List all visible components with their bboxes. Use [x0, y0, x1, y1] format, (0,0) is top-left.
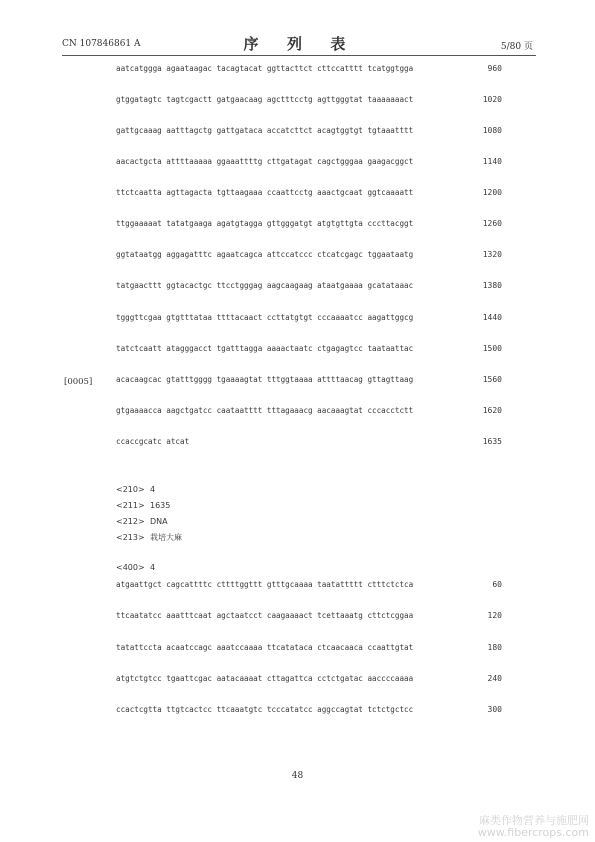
position-number: 1500 [482, 344, 502, 353]
position-number: 960 [487, 64, 502, 73]
page-indicator: 5/80 页 [500, 42, 533, 52]
paragraph-marker: [0005] [64, 377, 93, 387]
position-number: 1020 [482, 95, 502, 104]
sequence-line: ttctcaatta agttagacta tgttaagaaa ccaattcctg aaactgcaat ggtcaaaatt [116, 188, 414, 197]
meta-tag: <213> [116, 533, 145, 542]
meta-value: DNA [150, 517, 168, 526]
sequence-line: aatcatggga agaataagac tacagtacat ggttacttct cttccatttt tcatggtgga [116, 64, 414, 73]
page-number: 48 [291, 771, 304, 781]
position-number: 1080 [482, 126, 502, 135]
document-id: CN 107846861 A [62, 39, 141, 49]
sequence-line: aacactgcta attttaaaaa ggaaattttg cttgatagat cagctgggaa gaagacggct [116, 157, 414, 166]
position-number: 1560 [482, 375, 502, 384]
sequence-line: gtggatagtc tagtcgactt gatgaacaag agctttcctg agttgggtat taaaaaaact [116, 95, 414, 104]
sequence-line: acacaagcac gtatttgggg tgaaaagtat tttggtaaaa attttaacag gttagttaag [116, 375, 414, 384]
sequence-line: tatctcaatt atagggacct tgatttagga aaaactaatc ctgagagtcc taataattac [116, 344, 414, 353]
meta-value: 栽培大麻 [150, 533, 182, 542]
position-number: 1620 [482, 406, 502, 415]
sequence-line: atgtctgtcc tgaattcgac aatacaaaat cttagattca cctctgatac aaccccaaaa [116, 674, 414, 683]
sequence-line: ggtataatgg aggagatttc agaatcagca attccatccc ctcatcgagc tggaataatg [116, 250, 414, 259]
sequence-line: ccactcgtta ttgtcactcc ttcaaatgtc tcccatatcc aggccagtat tctctgctcc [116, 705, 414, 714]
sequence-line: tatgaacttt ggtacactgc ttcctgggag aagcaagaag ataatgaaaa gcatataaac [116, 281, 414, 290]
position-number: 60 [492, 580, 502, 589]
meta-tag: <212> [116, 517, 145, 526]
position-number: 240 [487, 674, 502, 683]
sequence-line: gattgcaaag aatttagctg gattgataca accatcttct acagtggtgt tgtaaatttt [116, 126, 414, 135]
position-number: 180 [487, 643, 502, 652]
position-number: 1440 [482, 313, 502, 322]
sequence-line: tgggttcgaa gtgtttataa ttttacaact ccttatgtgt cccaaaatcc aagattggcg [116, 313, 414, 322]
position-number: 1260 [482, 219, 502, 228]
header-divider [62, 55, 536, 56]
position-number: 1635 [482, 437, 502, 446]
sequence-line: gtgaaaacca aagctgatcc caataatttt tttagaaacg aacaaagtat cccacctctt [116, 406, 414, 415]
position-number: 300 [487, 705, 502, 714]
meta-tag: <211> [116, 501, 145, 510]
sequence-tag: <400> [116, 563, 145, 572]
meta-tag: <210> [116, 485, 145, 494]
watermark-url: www.fibercrops.com [477, 826, 589, 839]
page-title: 序 列 表 [243, 35, 352, 53]
position-number: 120 [487, 611, 502, 620]
position-number: 1320 [482, 250, 502, 259]
sequence-line: ttggaaaaat tatatgaaga agatgtagga gttgggatgt atgtgttgta cccttacggt [116, 219, 414, 228]
meta-value: 4 [150, 485, 156, 494]
position-number: 1140 [482, 157, 502, 166]
position-number: 1200 [482, 188, 502, 197]
sequence-line: tatattccta acaatccagc aaatccaaaa ttcatataca ctcaacaaca ccaattgtat [116, 643, 414, 652]
sequence-line: ttcaatatcc aaatttcaat agctaatcct caagaaaact tcettaaatg cttctcggaa [116, 611, 414, 620]
sequence-line: atgaattgct cagcattttc cttttggttt gtttgcaaaa taatattttt ctttctctca [116, 580, 414, 589]
meta-value: 1635 [150, 501, 171, 510]
watermark-title: 麻类作物营养与施肥网 [479, 814, 589, 827]
sequence-line: ccaccgcatc atcat [116, 437, 190, 446]
position-number: 1380 [482, 281, 502, 290]
sequence-tag-value: 4 [150, 563, 156, 572]
